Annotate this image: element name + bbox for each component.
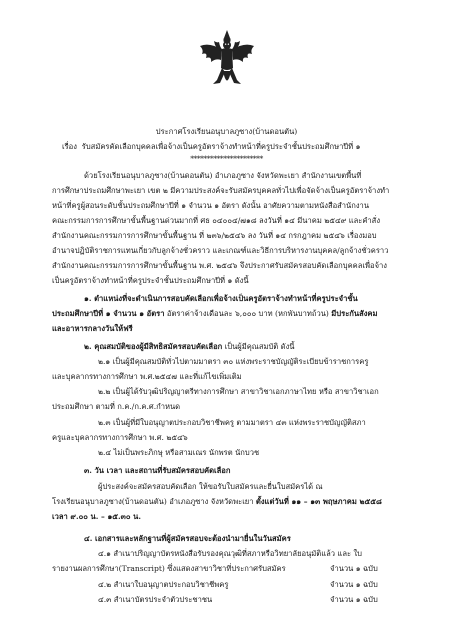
intro-line: อำนาจปฏิบัติราชการแทนเกี่ยวกับลูกจ้างชั่วคราว และเกณฑ์และวิธีการบริหารงานบุคคล/ลูกจ้างชั่วคราว [52, 246, 389, 255]
qualification-item: ๒.๔ ไม่เป็นพระภิกษุ หรือสามเณร นักพรต นักบวช [98, 448, 260, 457]
intro-line: สำนักงานคณะกรรมการการศึกษาขั้นพื้นฐาน พ.ศ. ๒๕๔๖ จึงประกาศรับสมัครสอบคัดเลือกบุคคลเพื่อจ้าง [52, 261, 387, 270]
announcement-title: ประกาศโรงเรียนอนุบาลภูซาง(บ้านดอนตัน) [155, 127, 298, 136]
section1-salary: อัตราค่าจ้างเดือนละ ๖,๐๐๐ บาท (หกพันบาทถ้วน) [164, 309, 332, 318]
subject-text: รับสมัครคัดเลือกบุคคลเพื่อจ้างเป็นครูอัตราจ้างทำหน้าที่ครูประจำชั้นประถมศึกษาปีที่ ๑ [81, 142, 361, 151]
section1-benefit-line: และอาหารกลางวันให้ฟรี [52, 324, 133, 333]
intro-line: คณะกรรมการการศึกษาขั้นพื้นฐานด่วนมากที่ ศธ ๐๔๐๐๔/๗๑๘ ลงวันที่ ๑๔ มีนาคม ๒๕๔๙ และคำสั่ง [52, 216, 381, 225]
document-item: รายงานผลการศึกษา(Transcript) ซึ่งแสดงสาขาวิชาที่ประกาศรับสมัคร [52, 564, 286, 573]
separator-stars: ********************** [190, 154, 263, 163]
section3-location: โรงเรียนอนุบาลภูซาง(บ้านดอนตัน) อำเภอภูซาง จังหวัดพะเยา [52, 497, 256, 506]
section1-position: ประถมศึกษาปีที่ ๑ จำนวน ๑ อัตรา [52, 309, 165, 318]
intro-line: หน้าที่ครูผู้สอนระดับชั้นประถมศึกษาปีที่ ๑ จำนวน ๑ อัตรา ดังนั้น อาศัยความตามหนังสือสำนักงาน [52, 201, 370, 210]
intro-line: ด้วยโรงเรียนอนุบาลภูซาง(บ้านดอนตัน) อำเภอภูซาง จังหวัดพะเยา สำนักงานเขตพื้นที่ [84, 171, 362, 180]
section3-time: เวลา ๙.๐๐ น. – ๑๕.๓๐ น. [52, 512, 141, 521]
qualification-item: ๒.๒ เป็นผู้ได้รับวุฒิปริญญาตรีทางการศึกษา สาขาวิชาเอกภาษาไทย หรือ สาขาวิชาเอก [98, 387, 379, 396]
qualification-item: ครูและบุคลากรทางการศึกษา พ.ศ. ๒๕๔๖ [52, 433, 188, 442]
qualification-item: ๒.๑ เป็นผู้มีคุณสมบัติทั่วไปตามมาตรา ๓๐ แห่งพระราชบัญญัติระเบียบข้าราชการครู [98, 357, 369, 366]
section2-title: ๒. คุณสมบัติของผู้มีสิทธิสมัครสอบคัดเลือก [84, 342, 223, 351]
section3-line: ผู้ประสงค์จะสมัครสอบคัดเลือก ให้ขอรับใบสมัครและยื่นใบสมัครได้ ณ [98, 482, 323, 491]
document-item: ๔.๓ สำเนาบัตรประจำตัวประชาชน [98, 595, 213, 604]
document-item: ๔.๑ สำเนาปริญญาบัตรหนังสือรับรองคุณวุฒิที่สภาหรือวิทยาลัยอนุมัติแล้ว และ ใบ [98, 549, 362, 558]
document-item: ๔.๒ สำเนาใบอนุญาตประกอบวิชาชีพครู [98, 580, 229, 589]
section1-position-line [52, 309, 378, 319]
intro-line: สำนักงานคณะกรรมการการศึกษาขั้นพื้นฐาน ที่ ๒๓๖/๒๕๔๖ ลง วันที่ ๑๔ กรกฎาคม ๒๕๔๖ เรื่องมอบ [52, 231, 377, 240]
section3-dates: ตั้งแต่วันที่ ๑๑ – ๑๓ พฤษภาคม ๒๕๕๘ [255, 497, 382, 506]
garuda-emblem-icon [198, 28, 256, 92]
document-quantity: จำนวน ๑ ฉบับ [330, 564, 378, 573]
qualification-item: และบุคลากรทางการศึกษา พ.ศ.๒๕๔๗ และที่แก้ไขเพิ่มเติม [52, 372, 242, 381]
document-quantity: จำนวน ๑ ฉบับ [330, 580, 378, 589]
section4-heading: ๔. เอกสารและหลักฐานที่ผู้สมัครสอบจะต้องนำมายื่นในวันสมัคร [84, 534, 291, 543]
qualification-item: ๒.๓ เป็นผู้ที่มีใบอนุญาตประกอบวิชาชีพครู ตามมาตรา ๔๓ แห่งพระราชบัญญัติสภา [98, 418, 366, 427]
subject-label: เรื่อง [62, 142, 77, 151]
section3-heading: ๓. วัน เวลา และสถานที่รับสมัครสอบคัดเลือก [84, 466, 231, 475]
document-quantity: จำนวน ๑ ฉบับ [330, 595, 378, 604]
intro-line: การศึกษาประถมศึกษาพะเยา เขต ๒ มีความประสงค์จะรับสมัครบุคคลทั่วไปเพื่อจัดจ้างเป็นครูอัตราจ้างทำ [52, 186, 390, 195]
section1-benefit: มีประกันสังคม [331, 309, 378, 318]
announcement-subject [62, 142, 360, 152]
section3-line [52, 497, 382, 507]
section2-subtitle: เป็นผู้มีคุณสมบัติ ดังนี้ [222, 342, 295, 351]
section2-heading [84, 342, 294, 352]
intro-line: เป็นครูอัตราจ้างทำหน้าที่ครูประจำชั้นประถมศึกษาปีที่ ๑ ดังนี้ [52, 276, 249, 285]
section1-heading: ๑. ตำแหน่งที่จะดำเนินการสอบคัดเลือกเพื่อจ้างเป็นครูอัตราจ้างทำหน้าที่ครูประจำชั้น [84, 294, 358, 303]
qualification-item: ประถมศึกษา ตามที่ ก.ค./ก.ค.ศ.กำหนด [52, 402, 181, 411]
